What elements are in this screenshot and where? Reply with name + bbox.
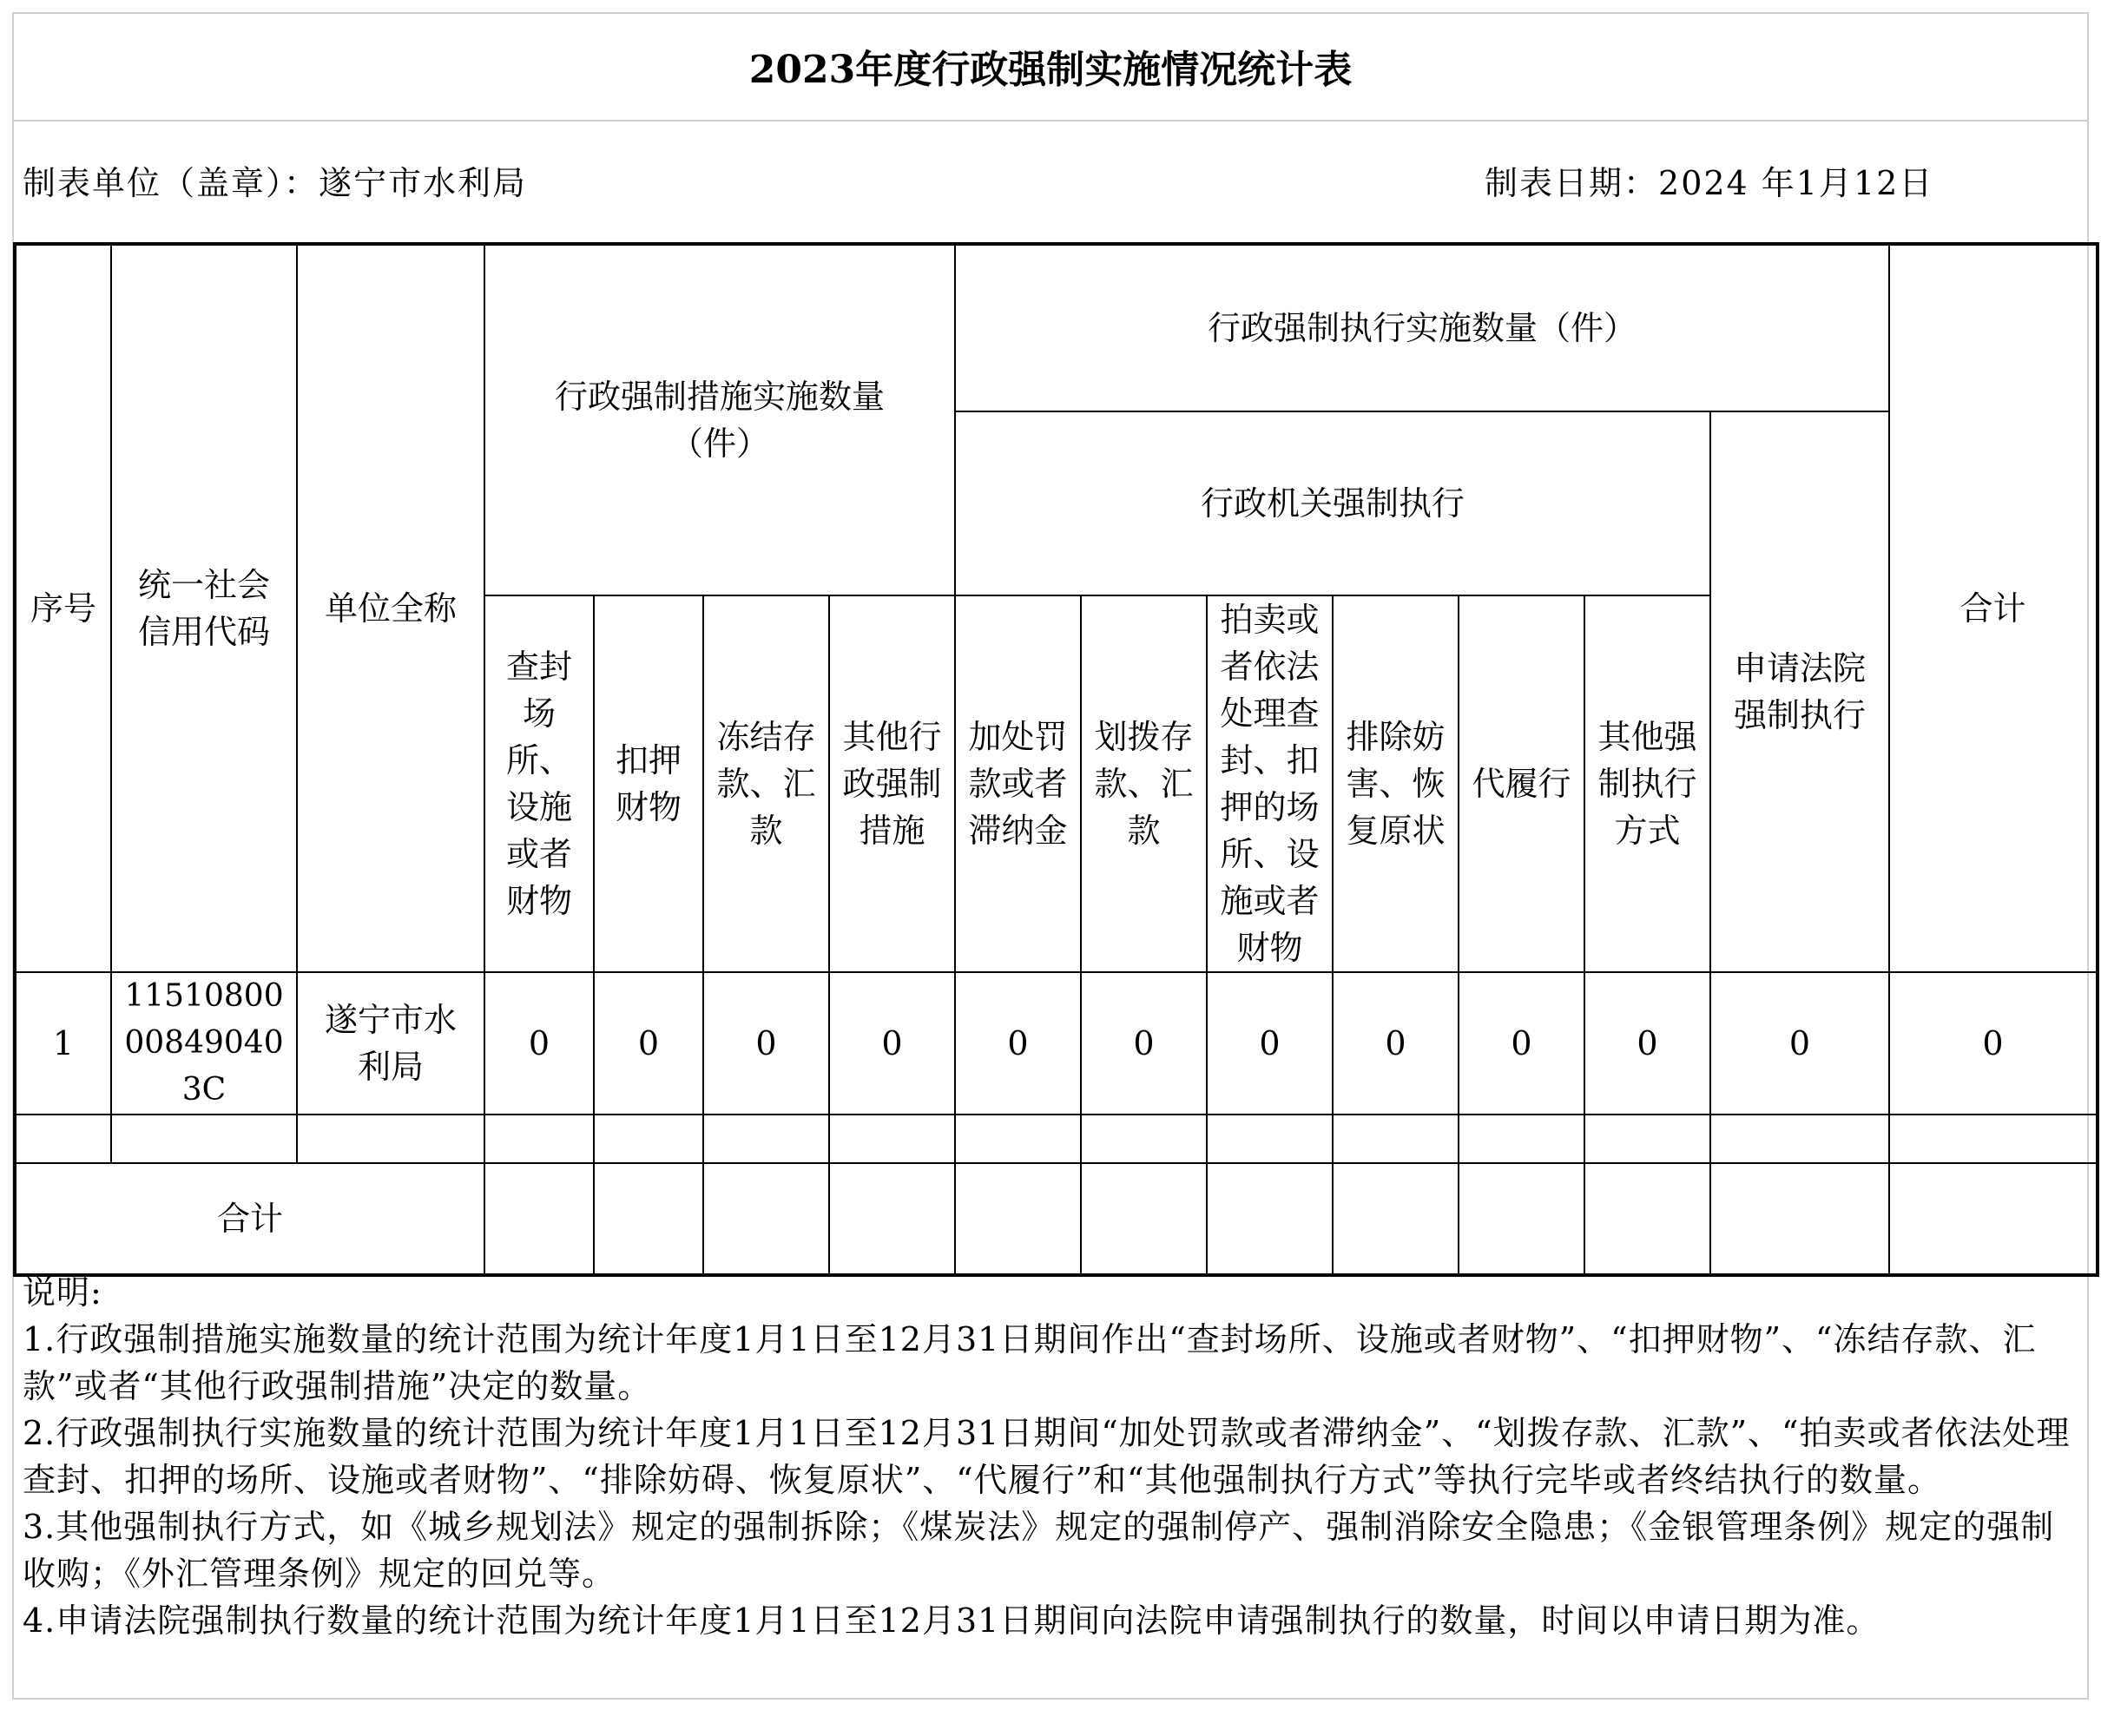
prepared-by [23, 156, 527, 204]
row-value: 0 [703, 972, 829, 1115]
date-label: 制表日期： [1485, 164, 1659, 202]
total-cell [1333, 1163, 1459, 1275]
total-cell [1584, 1163, 1710, 1275]
row-value: 0 [955, 972, 1081, 1115]
empty-cell [594, 1115, 703, 1163]
empty-cell [955, 1115, 1081, 1163]
header-exec-other: 其他强制执行方式 [1584, 595, 1710, 972]
header-total: 合计 [1889, 244, 2098, 972]
row-value: 0 [594, 972, 703, 1115]
page-title: 2023年度行政强制实施情况统计表 [12, 12, 2089, 122]
prepared-date [1485, 156, 1933, 204]
header-credit-code: 统一社会信用代码 [111, 244, 297, 972]
total-row [15, 1163, 2098, 1275]
unit-value: 遂宁市水利局 [319, 164, 528, 202]
header-measure-seize: 扣押财物 [594, 595, 703, 972]
row-value: 0 [1584, 972, 1710, 1115]
header-unit-name: 单位全称 [297, 244, 484, 972]
note-item: 1.行政强制措施实施数量的统计范围为统计年度1月1日至12月31日期间作出“查封场所、设施或者财物”、“扣押财物”、“冻结存款、汇款”或者“其他行政强制措施”决定的数量。 [23, 1320, 2037, 1405]
header-agency-execution: 行政机关强制执行 [955, 411, 1710, 595]
row-value: 0 [1081, 972, 1207, 1115]
header-measures-group: 行政强制措施实施数量（件） [484, 244, 955, 595]
notes-heading: 说明: [23, 1273, 102, 1312]
total-cell [1207, 1163, 1333, 1275]
empty-cell [1081, 1115, 1207, 1163]
total-cell [829, 1163, 955, 1275]
total-cell [1459, 1163, 1584, 1275]
total-cell [1710, 1163, 1889, 1275]
empty-cell [297, 1115, 484, 1163]
empty-cell [1459, 1115, 1584, 1163]
notes [23, 1269, 2080, 1644]
row-value: 0 [829, 972, 955, 1115]
empty-cell [703, 1115, 829, 1163]
header-exec-auction: 拍卖或者依法处理查封、扣押的场所、设施或者财物 [1207, 595, 1333, 972]
row-total: 0 [1889, 972, 2098, 1115]
row-credit-code: 11510800008490403C [111, 972, 297, 1115]
empty-row [15, 1115, 2098, 1163]
header-measure-freeze: 冻结存款、汇款 [703, 595, 829, 972]
row-value: 0 [484, 972, 594, 1115]
row-value: 0 [1333, 972, 1459, 1115]
row-value: 0 [1710, 972, 1889, 1115]
note-item: 4.申请法院强制执行数量的统计范围为统计年度1月1日至12月31日期间向法院申请强制执行的数量，时间以申请日期为准。 [23, 1601, 1880, 1640]
empty-cell [484, 1115, 594, 1163]
empty-cell [111, 1115, 297, 1163]
empty-cell [1584, 1115, 1710, 1163]
empty-cell [1207, 1115, 1333, 1163]
header-seq: 序号 [15, 244, 111, 972]
total-row-label: 合计 [15, 1163, 484, 1275]
date-value: 2024 年1月12日 [1658, 164, 1934, 202]
table-row [15, 972, 2098, 1115]
header-court-execution: 申请法院强制执行 [1710, 411, 1889, 972]
empty-cell [15, 1115, 111, 1163]
row-value: 0 [1207, 972, 1333, 1115]
header-exec-fine: 加处罚款或者滞纳金 [955, 595, 1081, 972]
total-cell [594, 1163, 703, 1275]
total-cell [955, 1163, 1081, 1275]
total-cell [1889, 1163, 2098, 1275]
header-execution-group: 行政强制执行实施数量（件） [955, 244, 1889, 411]
header-measure-other: 其他行政强制措施 [829, 595, 955, 972]
total-cell [703, 1163, 829, 1275]
statistics-table [13, 242, 2099, 1277]
empty-cell [1333, 1115, 1459, 1163]
total-cell [484, 1163, 594, 1275]
header-exec-remove: 排除妨害、恢复原状 [1333, 595, 1459, 972]
empty-cell [1889, 1115, 2098, 1163]
empty-cell [829, 1115, 955, 1163]
header-exec-transfer: 划拨存款、汇款 [1081, 595, 1207, 972]
header-exec-substitute: 代履行 [1459, 595, 1584, 972]
header-measure-seal: 查封场所、设施或者财物 [484, 595, 594, 972]
row-seq: 1 [15, 972, 111, 1115]
note-item: 2.行政强制执行实施数量的统计范围为统计年度1月1日至12月31日期间“加处罚款或者滞纳金”、“划拨存款、汇款”、“拍卖或者依法处理查封、扣押的场所、设施或者财物”、“排除妨碍、恢复原状”、“代履行”和“其他强制执行方式”等执行完毕或者终结执行的数量。 [23, 1414, 2071, 1499]
unit-label: 制表单位（盖章）： [23, 164, 319, 202]
row-value: 0 [1459, 972, 1584, 1115]
total-cell [1081, 1163, 1207, 1275]
row-unit-name: 遂宁市水利局 [297, 972, 484, 1115]
note-item: 3.其他强制执行方式，如《城乡规划法》规定的强制拆除；《煤炭法》规定的强制停产、强制消除安全隐患；《金银管理条例》规定的强制收购；《外汇管理条例》规定的回兑等。 [23, 1508, 2055, 1593]
empty-cell [1710, 1115, 1889, 1163]
